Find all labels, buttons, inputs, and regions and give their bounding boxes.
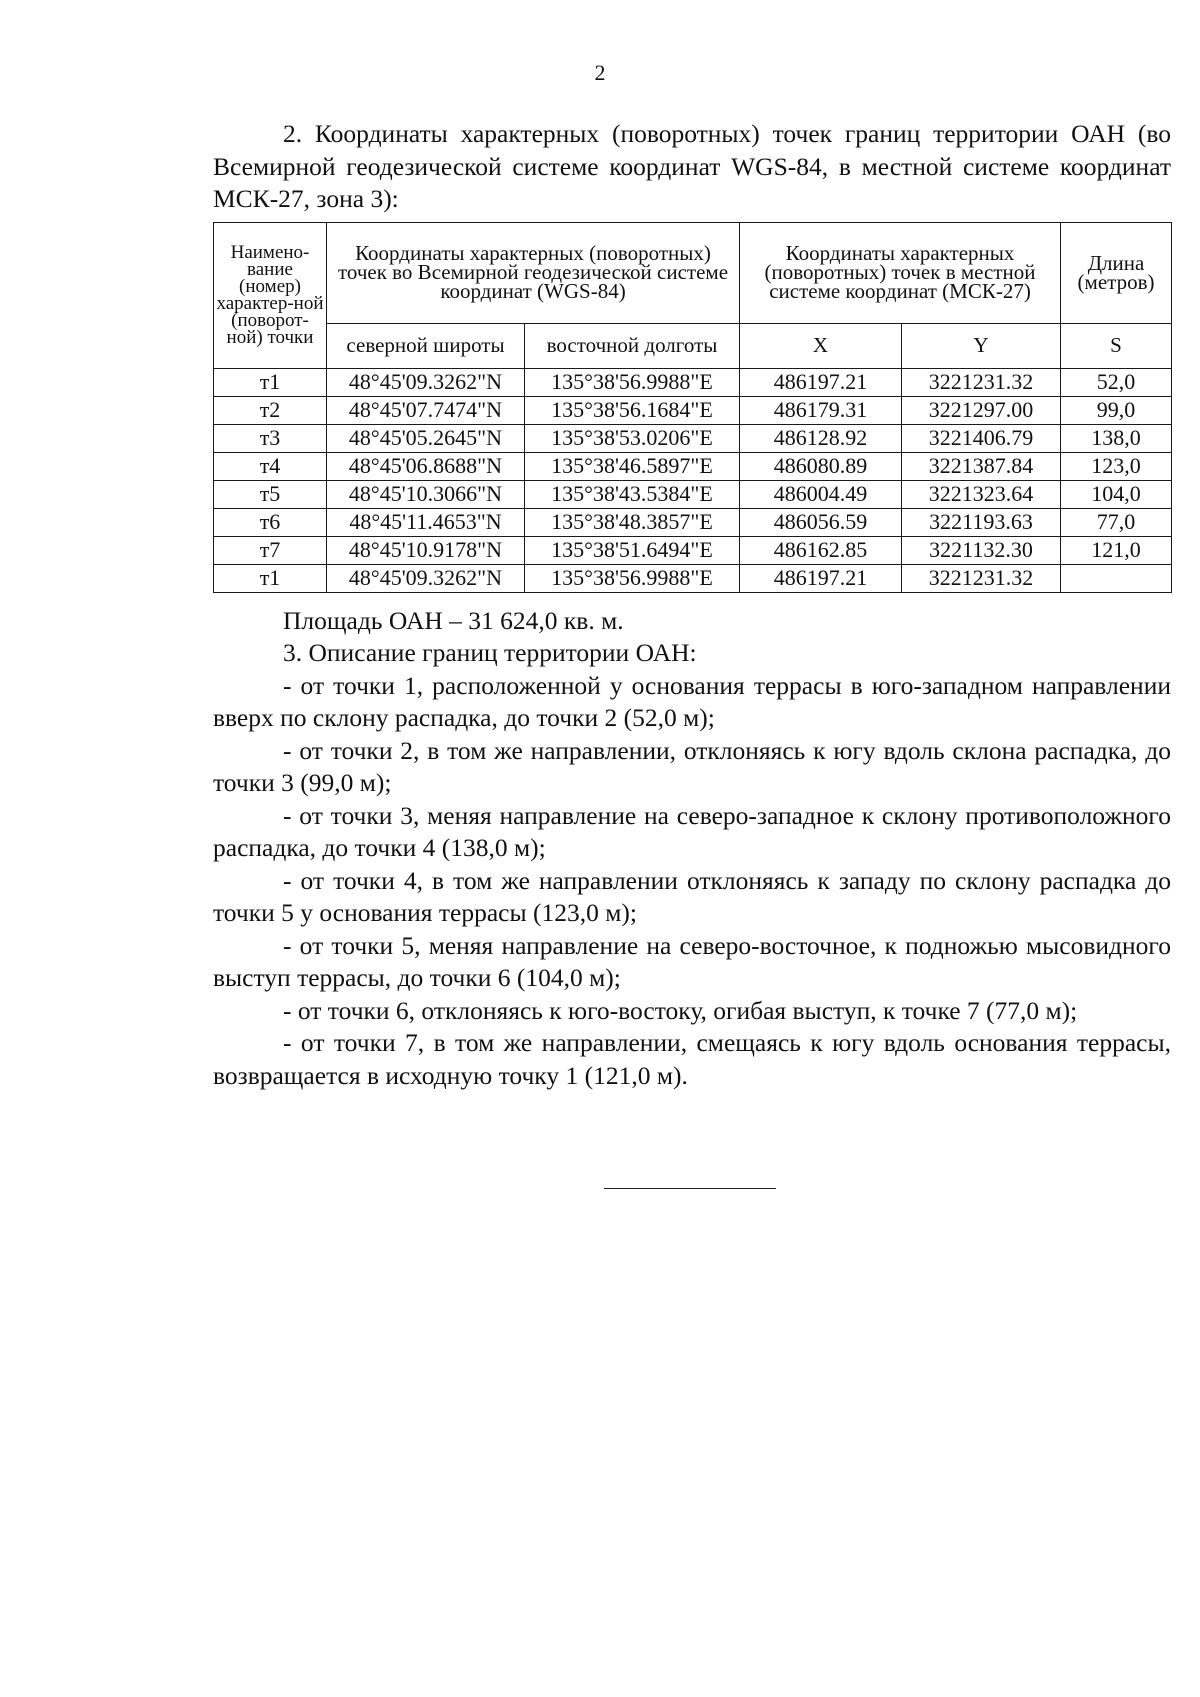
- cell-x: 486004.49: [740, 480, 902, 508]
- header-point-name: Наимено-вание (номер) характер-ной (поворот-ной) точки: [214, 222, 327, 368]
- boundary-description: - от точки 1, расположенной у основания террасы в юго-западном направлении вверх по склону распадка, до точки 2 (52,0 м);: [213, 670, 1171, 732]
- cell-y: 3221193.63: [902, 508, 1061, 536]
- cell-length: 52,0: [1061, 368, 1172, 396]
- table-row: [214, 508, 1172, 536]
- cell-latitude: 48°45'09.3262"N: [327, 564, 525, 592]
- table-row: [214, 480, 1172, 508]
- cell-latitude: 48°45'09.3262"N: [327, 368, 525, 396]
- cell-x: 486197.21: [740, 368, 902, 396]
- cell-longitude: 135°38'46.5897"E: [525, 452, 740, 480]
- cell-latitude: 48°45'10.3066"N: [327, 480, 525, 508]
- cell-x: 486197.21: [740, 564, 902, 592]
- cell-point: т4: [214, 452, 327, 480]
- document-body: [213, 118, 1171, 1092]
- cell-length: 138,0: [1061, 424, 1172, 452]
- subheader-latitude: северной широты: [327, 323, 525, 368]
- page-number: 2: [594, 60, 606, 85]
- cell-y: 3221297.00: [902, 396, 1061, 424]
- cell-longitude: 135°38'56.9988"E: [525, 564, 740, 592]
- header-length: Длина (метров): [1061, 222, 1172, 323]
- cell-point: т6: [214, 508, 327, 536]
- cell-longitude: 135°38'48.3857"E: [525, 508, 740, 536]
- header-msk-coordinates: Координаты характерных (поворотных) точек в местной системе координат (МСК-27): [740, 222, 1061, 323]
- cell-longitude: 135°38'43.5384"E: [525, 480, 740, 508]
- table-row: [214, 564, 1172, 592]
- header-wgs-coordinates: Координаты характерных (поворотных) точек во Всемирной геодезической системе координат (WGS-84): [327, 222, 740, 323]
- boundary-description: - от точки 5, меняя направление на северо-восточное, к подножью мысовидного выступ террасы, до точки 6 (104,0 м);: [213, 930, 1171, 992]
- section-3-heading: 3. Описание границ территории ОАН:: [283, 638, 697, 667]
- subheader-x: X: [740, 323, 902, 368]
- cell-longitude: 135°38'56.9988"E: [525, 368, 740, 396]
- cell-length: 77,0: [1061, 508, 1172, 536]
- cell-length: [1061, 564, 1172, 592]
- cell-latitude: 48°45'11.4653"N: [327, 508, 525, 536]
- cell-latitude: 48°45'10.9178"N: [327, 536, 525, 564]
- subheader-s: S: [1061, 323, 1172, 368]
- cell-latitude: 48°45'07.7474"N: [327, 396, 525, 424]
- subheader-longitude: восточной долготы: [525, 323, 740, 368]
- table-row: [214, 368, 1172, 396]
- table-row: [214, 536, 1172, 564]
- cell-longitude: 135°38'53.0206"E: [525, 424, 740, 452]
- cell-point: т1: [214, 368, 327, 396]
- cell-latitude: 48°45'06.8688"N: [327, 452, 525, 480]
- cell-x: 486080.89: [740, 452, 902, 480]
- cell-point: т5: [214, 480, 327, 508]
- cell-longitude: 135°38'51.6494"E: [525, 536, 740, 564]
- cell-point: т7: [214, 536, 327, 564]
- area-statement: Площадь ОАН – 31 624,0 кв. м.: [283, 605, 624, 635]
- section-2-heading: 2. Координаты характерных (поворотных) точек границ территории ОАН (во Всемирной геодезической системе координат WGS-84, в местной системе координат МСК-27, зона 3):: [213, 119, 1171, 213]
- cell-y: 3221387.84: [902, 452, 1061, 480]
- boundary-description: - от точки 7, в том же направлении, смещаясь к югу вдоль основания террасы, возвращается в исходную точку 1 (121,0 м).: [213, 1028, 1171, 1090]
- cell-point: т2: [214, 396, 327, 424]
- cell-point: т1: [214, 564, 327, 592]
- cell-length: 99,0: [1061, 396, 1172, 424]
- closing-divider: [604, 1188, 776, 1189]
- cell-length: 121,0: [1061, 536, 1172, 564]
- table-row: [214, 424, 1172, 452]
- cell-y: 3221323.64: [902, 480, 1061, 508]
- coordinates-table: [213, 222, 1172, 593]
- boundary-description: - от точки 4, в том же направлении отклоняясь к западу по склону распадка до точки 5 у основания террасы (123,0 м);: [213, 865, 1171, 927]
- cell-x: 486179.31: [740, 396, 902, 424]
- boundary-description: - от точки 3, меняя направление на северо-западное к склону противоположного распадка, до точки 4 (138,0 м);: [213, 800, 1171, 862]
- cell-y: 3221406.79: [902, 424, 1061, 452]
- cell-length: 123,0: [1061, 452, 1172, 480]
- table-row: [214, 396, 1172, 424]
- cell-length: 104,0: [1061, 480, 1172, 508]
- cell-y: 3221231.32: [902, 564, 1061, 592]
- cell-longitude: 135°38'56.1684"E: [525, 396, 740, 424]
- cell-x: 486128.92: [740, 424, 902, 452]
- table-row: [214, 452, 1172, 480]
- boundary-description: - от точки 2, в том же направлении, отклоняясь к югу вдоль склона распадка, до точки 3 (99,0 м);: [213, 735, 1171, 797]
- cell-y: 3221231.32: [902, 368, 1061, 396]
- cell-x: 486162.85: [740, 536, 902, 564]
- subheader-y: Y: [902, 323, 1061, 368]
- boundary-description: - от точки 6, отклоняясь к юго-востоку, огибая выступ, к точке 7 (77,0 м);: [283, 995, 1078, 1025]
- cell-latitude: 48°45'05.2645"N: [327, 424, 525, 452]
- cell-x: 486056.59: [740, 508, 902, 536]
- cell-point: т3: [214, 424, 327, 452]
- cell-y: 3221132.30: [902, 536, 1061, 564]
